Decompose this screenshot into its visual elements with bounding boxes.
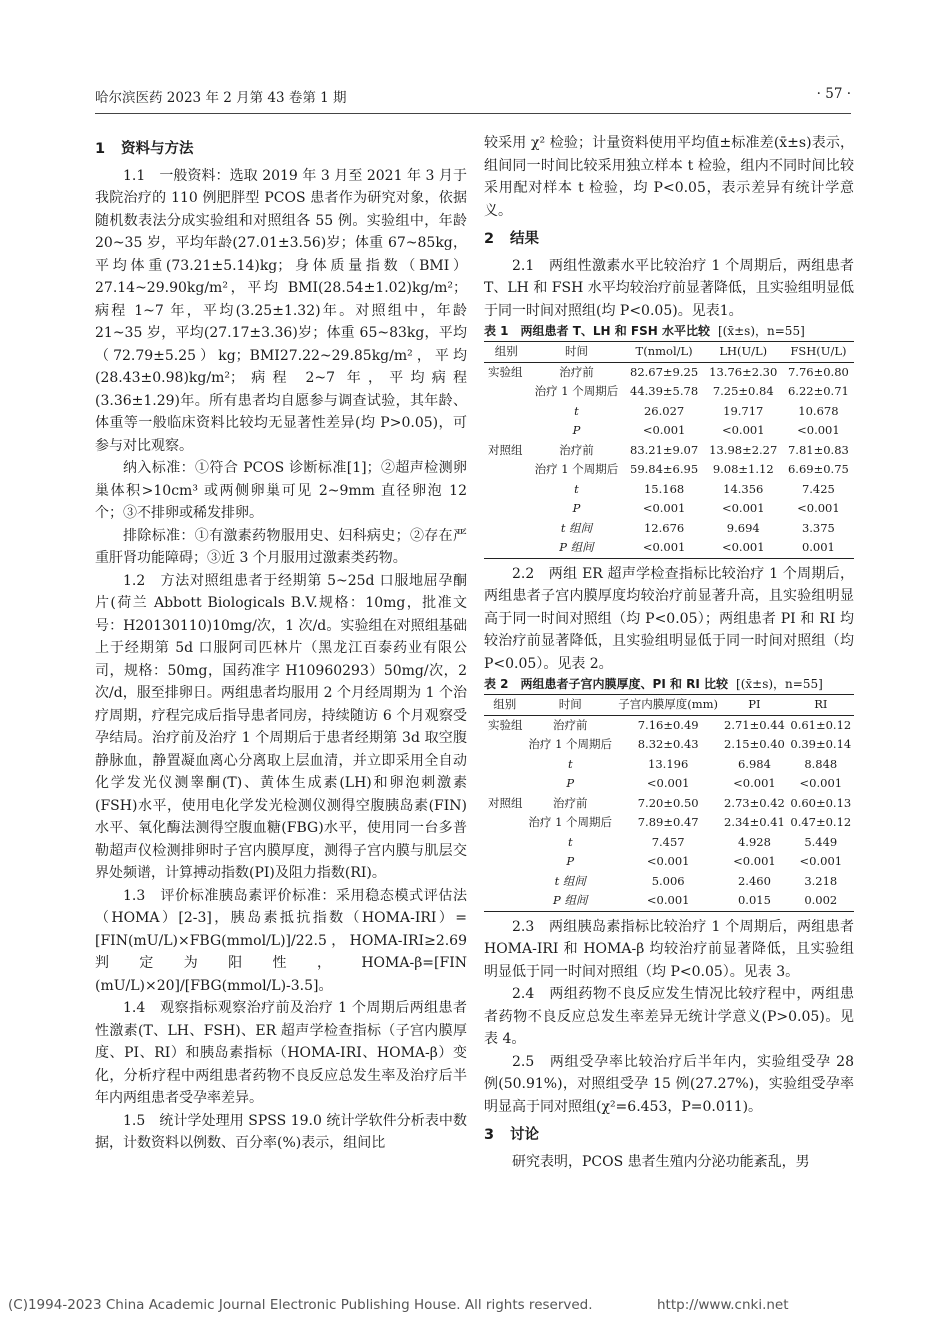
table-cell: 26.027 [643, 403, 685, 418]
table-2 [484, 694, 854, 912]
table-row [484, 755, 854, 775]
table-cell: <0.001 [721, 501, 765, 515]
table-cell: 7.89±0.47 [637, 815, 699, 829]
table-cell: 治疗前 [553, 795, 588, 810]
table-header-cell: LH(U/L) [719, 344, 768, 358]
table-cell: 44.39±5.78 [630, 384, 699, 398]
table-cell: P 组间 [559, 540, 594, 554]
table-cell: t [574, 481, 579, 496]
table-cell [484, 813, 525, 833]
paragraph-3: 研究表明，PCOS 患者生殖内分泌功能紊乱，男 [512, 1153, 810, 1170]
table-cell: t [567, 756, 573, 771]
table-cell: 3.375 [801, 520, 835, 535]
table-cell: 59.84±6.95 [630, 462, 699, 476]
table-cell: 6.22±0.71 [787, 384, 849, 398]
table-cell: <0.001 [646, 893, 690, 907]
table-cell: 9.08±1.12 [712, 462, 774, 476]
table-cell: 治疗 1 个周期后 [528, 737, 613, 751]
table-row [484, 460, 854, 480]
paragraph-1-4: 1.4 观察指标观察治疗前及治疗 1 个周期后两组患者性激素(T、LH、FSH)、ER 超声学检查指标（子宫内膜厚度、PI、RI）和胰岛素指标（HOMA-IRI、HOMA-β）变化，分析疗程中两组患者药物不良反应总发生率及治疗后半年内两组患者受孕率差异。 [95, 1000, 467, 1106]
table-cell: <0.001 [799, 854, 843, 868]
table-row [484, 382, 854, 402]
table-cell: 3.218 [804, 873, 838, 888]
table-row [484, 891, 854, 911]
table-1 [484, 341, 854, 559]
paragraph-2-1: 2.1 两组性激素水平比较治疗 1 个周期后，两组患者 T、LH 和 FSH 水平均较治疗前显著降低，且实验组明显低于同一时间对照组(均 P<0.05)。见表1。 [484, 257, 854, 319]
table-cell: 13.196 [648, 756, 689, 771]
table-header-cell: 组别 [494, 344, 518, 358]
table-cell [484, 519, 528, 539]
table-row [484, 441, 854, 461]
paragraph-2-3: 2.3 两组胰岛素指标比较治疗 1 个周期后，两组患者 HOMA-IRI 和 HOMA-β 均较治疗前显著降低，且实验组明显低于同一时间对照组（均 P<0.05）。见表 3。 [484, 918, 854, 980]
table-cell: 0.39±0.14 [790, 737, 852, 751]
left-column [95, 132, 467, 1282]
table-cell: <0.001 [642, 501, 686, 515]
paragraph-2-4: 2.4 两组药物不良反应发生情况比较疗程中，两组患者药物不良反应总发生率差异无统计学意义(P>0.05)。见表 4。 [484, 986, 854, 1047]
table-cell: <0.001 [733, 776, 776, 790]
paragraph-1-2: 1.2 方法对照组患者于经期第 5~25d 口服地屈孕酮片(荷兰 Abbott Biologicals B.V.规格：10mg，批准文号：H20130110)10mg/次，1 次/d。实验组在对照组基础上于经期第 5d 口服阿司匹林片（黑龙江百泰药业有限公司，规格：50mg，国药准字 H10960293）50mg/次，2 次/d，服至排卵日。两组患者均服用 2 个月经周期为 1 个治疗周期，疗程完成后指导患者同房，持续随访 6 个月观察受孕结局。治疗前及治疗 1 个周期后于患者经期第 3d 取空腹静脉血，静置凝血离心分离取上层血清，并立即采用全自动化学发光仪测睾酮(T)、黄体生成素(LH)和卵泡刺激素(FSH)水平，使用电化学发光检测仪测得空腹胰岛素(FIN)水平、氧化酶法测得空腹血糖(FBG)水平，使用同一台多普勒超声仪检测排卵时子宫内膜厚度，测得子宫内膜与肌层交界处频谱，计算搏动指数(PI)及阻力指数(RI)。 [95, 572, 467, 881]
table-cell: P [566, 854, 575, 868]
table-cell: <0.001 [721, 423, 765, 437]
header-divider [95, 113, 851, 114]
journal-info: 哈尔滨医药 2023 年 2 月第 43 卷第 1 期 [95, 90, 347, 106]
table-cell: 0.001 [801, 540, 835, 554]
footer-url[interactable]: http://www.cnki.net [657, 1297, 789, 1313]
table-cell: <0.001 [646, 854, 690, 868]
table-cell: t [567, 834, 573, 849]
table-cell: 6.984 [737, 756, 771, 771]
table-row [484, 833, 854, 853]
table-cell: 对照组 [488, 442, 523, 457]
table-cell: 7.81±0.83 [787, 442, 849, 457]
table-cell: 4.928 [737, 834, 771, 849]
table-cell [484, 382, 528, 402]
table-cell: 13.98±2.27 [709, 442, 778, 457]
table-cell: 8.848 [804, 756, 838, 771]
table-cell: 0.002 [804, 893, 838, 907]
running-header [95, 86, 851, 108]
table-header-cell: 子宫内膜厚度(mm) [618, 697, 719, 711]
table-row [484, 519, 854, 539]
table-cell: P [566, 776, 575, 790]
table-cell [484, 480, 528, 500]
table-row [484, 362, 854, 382]
table-cell [484, 421, 528, 441]
table-cell [484, 538, 528, 558]
table-cell: <0.001 [797, 501, 840, 515]
table-cell: <0.001 [642, 423, 686, 437]
section-heading-3: 3 讨论 [484, 1127, 539, 1143]
table-cell: P [572, 501, 581, 515]
table-cell [484, 735, 525, 755]
table-cell: 7.16±0.49 [637, 717, 699, 732]
table-cell: 治疗前 [559, 364, 594, 379]
table-cell: 对照组 [488, 795, 523, 810]
paragraph-2-5: 2.5 两组受孕率比较治疗后半年内，实验组受孕 28 例(50.91%)，对照组受孕 15 例(27.27%)，实验组受孕率明显高于同对照组(χ²=6.453，P=0.011)。 [484, 1053, 854, 1115]
table-row [484, 480, 854, 500]
paragraph-2-2: 2.2 两组 ER 超声学检查指标比较治疗 1 个周期后，两组患者子宫内膜厚度均较治疗前显著升高，且实验组明显高于同一时间对照组（均 P<0.05）；两组患者 PI 和 RI 均较治疗前显著降低，且实验组明显低于同一时间对照组（均 P<0.05）。见表 2。 [484, 565, 854, 672]
section-heading-1: 1 资料与方法 [95, 141, 194, 157]
paragraph-1-5: 1.5 统计学处理用 SPSS 19.0 统计学软件分析表中数据，计数资料以例数、百分率(%)表示，组间比 [95, 1112, 467, 1151]
table-row [484, 813, 854, 833]
table-row [484, 872, 854, 892]
table-header-cell: PI [748, 697, 761, 711]
table-cell [484, 402, 528, 422]
table-cell: 10.678 [798, 403, 839, 418]
page-number: · 57 · [816, 86, 851, 102]
table-row [484, 402, 854, 422]
table-cell: t 组间 [554, 873, 586, 888]
table-cell: 7.76±0.80 [787, 364, 849, 379]
paragraph-exclusion: 排除标准：①有激素药物服用史、妇科病史；②存在严重肝肾功能障碍；③近 3 个月服用过激素类药物。 [95, 527, 467, 566]
table-cell: 治疗 1 个周期后 [534, 462, 619, 476]
table-cell: 2.34±0.41 [724, 815, 785, 829]
table-cell [484, 460, 528, 480]
table-cell [484, 774, 525, 794]
table-2-caption: 表 2 两组患者子宫内膜厚度、PI 和 RI 比较 [(x̄±s)，n=55] [484, 677, 823, 691]
table-cell: 2.71±0.44 [724, 717, 785, 732]
table-header-cell: FSH(U/L) [790, 344, 847, 358]
table-cell [484, 872, 525, 892]
table-header-cell: RI [814, 697, 828, 711]
table-cell: 2.15±0.40 [724, 737, 785, 751]
table-row [484, 421, 854, 441]
table-cell: 7.425 [801, 481, 835, 496]
right-column [484, 132, 854, 1282]
table-cell: 实验组 [488, 364, 523, 379]
table-header-cell: 时间 [558, 697, 582, 711]
paragraph-inclusion: 纳入标准：①符合 PCOS 诊断标准[1]；②超声检测卵巢体积>10cm³ 或两侧卵巢可见 2~9mm 直径卵泡 12 个；③不排卵或稀发排卵。 [95, 460, 467, 521]
table-cell: t 组间 [560, 520, 593, 535]
table-cell: 2.73±0.42 [724, 795, 785, 810]
table-cell [484, 833, 525, 853]
table-row [484, 538, 854, 558]
table-cell: <0.001 [797, 423, 840, 437]
paragraph-1-1: 1.1 一般资料：选取 2019 年 3 月至 2021 年 3 月于我院治疗的 110 例肥胖型 PCOS 患者作为研究对象，依据随机数表法分成实验组和对照组各 55 例。实验组中，年龄 20~35 岁，平均年龄(27.01±3.56)岁；体重 67~85kg，平均体重(73.21±5.14)kg；身体质量指数（BMI）27.14~29.90kg/m²，平均 BMI(28.54±1.02)kg/m²；病程 1~7 年，平均(3.25±1.32)年。对照组中，年龄 21~35 岁，平均(27.17±3.36)岁；体重 65~83kg，平均（72.79±5.25）kg；BMI27.22~29.85kg/m²，平均(28.43±0.98)kg/m²；病程 2~7 年，平均病程(3.36±1.29)年。所有患者均自愿参与调查试验，其年龄、体重等一般临床资料比较均无显著性差异(均 P>0.05)，可参与对比观察。 [95, 167, 467, 454]
table-cell [484, 852, 525, 872]
table-cell: 0.47±0.12 [790, 815, 852, 829]
table-header-cell: 时间 [564, 344, 588, 358]
table-cell: 14.356 [723, 481, 764, 496]
table-row [484, 499, 854, 519]
table-header-cell: 组别 [493, 697, 517, 711]
table-cell: 治疗前 [559, 442, 594, 457]
table-row [484, 794, 854, 814]
table-cell: 7.457 [651, 834, 685, 849]
table-row [484, 852, 854, 872]
table-cell: 0.61±0.12 [790, 717, 852, 732]
table-cell: 19.717 [723, 403, 764, 418]
table-cell [484, 891, 525, 911]
table-cell [484, 755, 525, 775]
copyright-notice: (C)1994-2023 China Academic Journal Electronic Publishing House. All rights reserved. [8, 1297, 593, 1313]
paragraph-1-3: 1.3 评价标准胰岛素评价标准：采用稳态模式评估法（HOMA）[2-3]，胰岛素抵抗指数（HOMA-IRI）=[FIN(mU/L)×FBG(mmol/L)]/22.5，HOMA-IRI≥2.69 判定为阳性，HOMA-β=[FIN (mU/L)×20]/[FBG(mmol/L)-3.5]。 [95, 887, 467, 994]
table-cell: 7.20±0.50 [637, 795, 699, 810]
table-cell: 82.67±9.25 [630, 364, 699, 379]
table-row [484, 735, 854, 755]
table-cell: 0.015 [737, 893, 771, 907]
table-cell [484, 499, 528, 519]
table-cell: 0.60±0.13 [790, 795, 852, 810]
table-row [484, 715, 854, 735]
table-cell: P [572, 423, 581, 437]
table-header-cell: T(nmol/L) [635, 344, 693, 358]
table-cell: 2.460 [737, 873, 771, 888]
table-cell: 5.449 [804, 834, 838, 849]
table-cell: <0.001 [721, 540, 765, 554]
section-heading-2: 2 结果 [484, 231, 539, 247]
table-cell: 治疗 1 个周期后 [534, 384, 619, 398]
table-cell: t [574, 403, 579, 418]
table-row [484, 774, 854, 794]
table-cell: 实验组 [488, 717, 523, 732]
table-cell: <0.001 [733, 854, 776, 868]
table-cell: 13.76±2.30 [709, 364, 778, 379]
table-cell: 5.006 [651, 873, 685, 888]
table-cell: 9.694 [726, 520, 760, 535]
table-cell: P 组间 [553, 893, 588, 907]
table-cell: 治疗前 [553, 717, 588, 732]
table-cell: 83.21±9.07 [630, 442, 699, 457]
table-cell: <0.001 [646, 776, 690, 790]
table-cell: 7.25±0.84 [712, 384, 774, 398]
table-cell: 15.168 [643, 481, 685, 496]
table-cell: 治疗 1 个周期后 [528, 815, 613, 829]
table-cell: <0.001 [642, 540, 686, 554]
paragraph-stats-continued: 较采用 χ² 检验；计量资料使用平均值±标准差(x̄±s)表示，组间同一时间比较采用独立样本 t 检验，组内不同时间比较采用配对样本 t 检验，均 P<0.05，表示差异有统计学意义。 [484, 135, 854, 219]
table-1-caption: 表 1 两组患者 T、LH 和 FSH 水平比较 [(x̄±s)，n=55] [484, 324, 805, 338]
table-cell: 12.676 [643, 520, 685, 535]
table-cell: 6.69±0.75 [787, 462, 849, 476]
table-cell: 8.32±0.43 [637, 737, 699, 751]
table-cell: <0.001 [799, 776, 843, 790]
